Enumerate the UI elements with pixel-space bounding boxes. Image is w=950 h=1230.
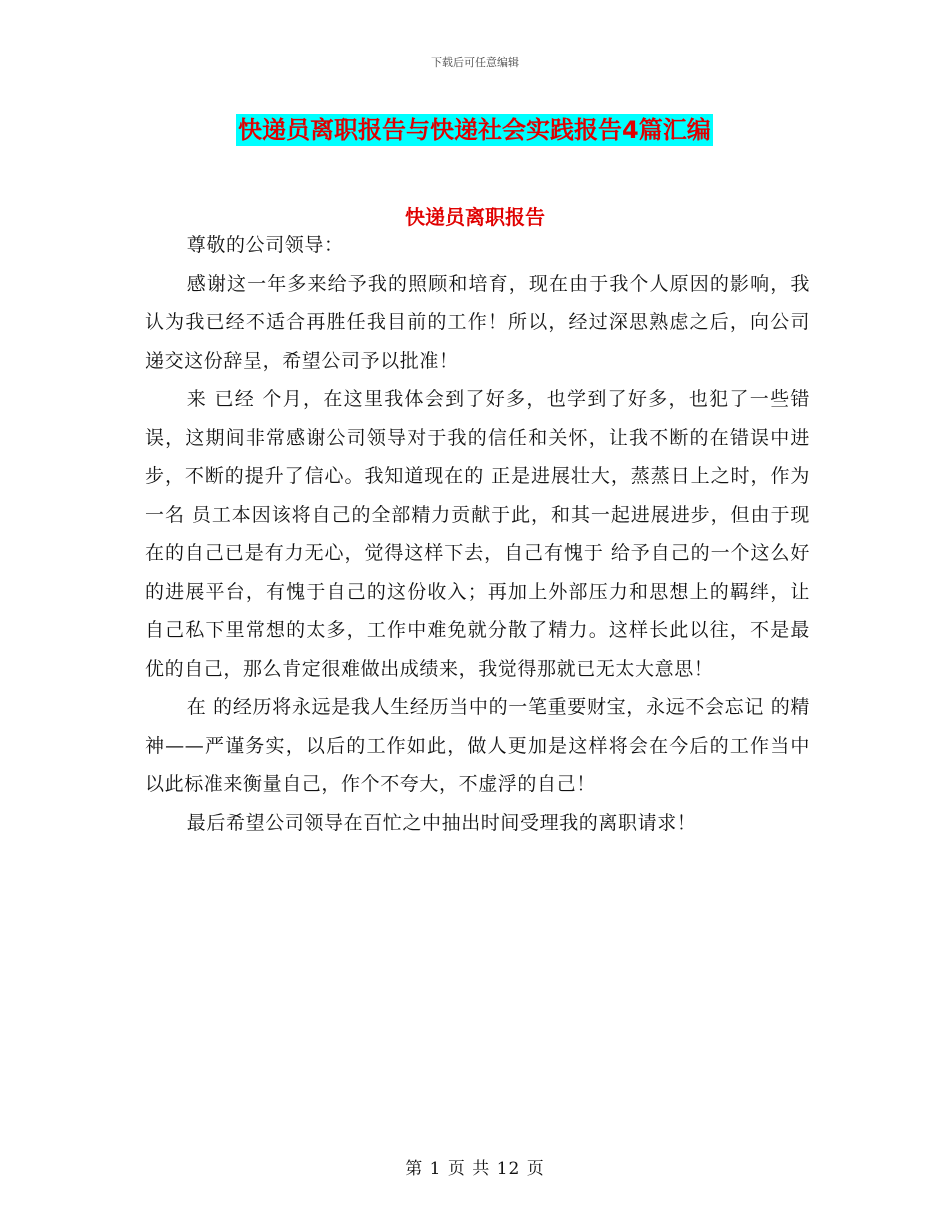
document-title: 快递员离职报告与快递社会实践报告4篇汇编 bbox=[238, 116, 711, 144]
salutation: 尊敬的公司领导： bbox=[186, 234, 344, 256]
header-note: 下载后可任意编辑 bbox=[431, 56, 519, 69]
closing-paragraph: 最后希望公司领导在百忙之中抽出时间受理我的离职请求！ bbox=[186, 811, 697, 834]
section-title: 快递员离职报告 bbox=[405, 205, 545, 229]
body-paragraph: 在 的经历将永远是我人生经历当中的一笔重要财宝，永远不会忘记 的精神——严谨务实，以后的工作如此，做人更加是这样将会在今后的工作当中以此标准来衡量自己，作个不夸大，不虚浮的自己！ bbox=[145, 696, 810, 795]
body-paragraph: 感谢这一年多来给予我的照顾和培育，现在由于我个人原因的影响，我认为我已经不适合再胜任我目前的工作！所以，经过深思熟虑之后，向公司递交这份辞呈，希望公司予以批准！ bbox=[145, 272, 810, 372]
body-paragraph: 来 已经 个月，在这里我体会到了好多，也学到了好多，也犯了一些错误，这期间非常感谢公司领导对于我的信任和关怀，让我不断的在错误中进步，不断的提升了信心。我知道现在的 正是进展壮大，蒸蒸日上之时，作为一名 员工本因该将自己的全部精力贡献于此，和其一起进展进步，但由于现在的自己已是有力无心，觉得这样下去，自己有愧于 给予自己的一个这么好的进展平台，有愧于自己的这份收入；再加上外部压力和思想上的羁绊，让自己私下里常想的太多，工作中难免就分散了精力。这样长此以往，不是最优的自己，那么肯定很难做出成绩来，我觉得那就已无太大意思！ bbox=[145, 388, 810, 680]
page-number-footer: 第 1 页 共 12 页 bbox=[405, 1159, 545, 1179]
letter-body bbox=[145, 226, 810, 842]
